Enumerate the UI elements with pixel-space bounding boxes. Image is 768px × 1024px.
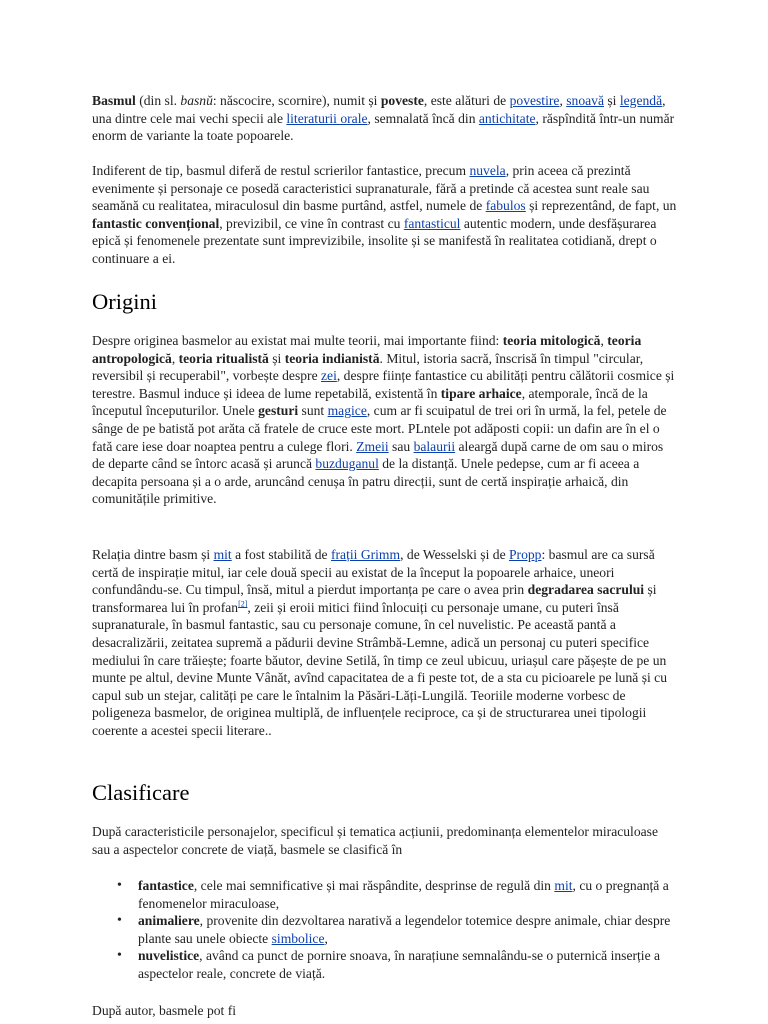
text: , prin aceea că prezintă evenimente și personaje ce posedă caracteristici supranaturale, fără a pretinde că acestea sunt reale sau seamănă cu realitatea, miraculosul din basme purtând, astfel, numele de [92, 163, 650, 214]
text: , provenite din dezvoltarea narativă a legendelor totemice despre animale, chiar despre plante sau unele obiecte [138, 913, 671, 946]
text: , cu o pregnanță a fenomenelor miraculoase, [138, 878, 669, 911]
text: : născocire, scornire), numit și [212, 93, 381, 108]
text: și [268, 350, 285, 366]
link-literaturii-orale[interactable]: literaturii orale [286, 110, 368, 126]
list-item [138, 912, 678, 947]
text: , răspîndită într-un număr enorm de variante la toate popoarele. [92, 110, 675, 144]
link-magice[interactable]: magice [327, 403, 367, 419]
term-gesturi: gesturi [258, 403, 299, 419]
clasificare-paragraph-2: După autor, basmele pot fi [92, 1003, 237, 1018]
footnote-link[interactable]: [2] [238, 599, 248, 609]
heading-clasificare: Clasificare [92, 780, 190, 805]
term-animaliere: animaliere [138, 913, 200, 929]
text: sau [388, 438, 414, 454]
text: : basmul are ca sursă certă de inspirație mitul, iar cele două specii au existat de la început la popoarele arhaice, uneori confundându-se. Cu timpul, însă, mitul a pierdut importanța pe care o avea prin [92, 547, 655, 598]
term-nuvelistice: nuvelistice [138, 948, 200, 964]
text: sunt [298, 403, 328, 419]
intro-paragraph-2 [92, 162, 678, 268]
link-fratii-grimm[interactable]: frații Grimm [331, 547, 401, 562]
text: , de Wesselski și de [400, 547, 509, 562]
text: , una dintre cele mai vechi specii ale [92, 93, 666, 126]
term-tipare-arhaice: tipare arhaice [440, 385, 522, 401]
clasificare-paragraph-1: După caracteristicile personajelor, specificul și tematica acțiunii, predominanța elementelor miraculoase sau a aspectelor concrete de viață, basmele se clasifică în [92, 824, 658, 857]
term-teoria-mitologica: teoria mitologică [502, 333, 601, 348]
term-degradarea-sacrului: degradarea sacrului [527, 582, 645, 598]
link-buzduganul[interactable]: buzduganul [315, 456, 379, 472]
link-balaurii[interactable]: balaurii [413, 438, 456, 454]
term-teoria-ritualista: teoria ritualistă [178, 350, 269, 366]
origini-paragraph-2 [92, 546, 678, 740]
text: , [600, 333, 608, 348]
text: și reprezentând, de fapt, un [525, 198, 677, 214]
text: , [324, 930, 328, 946]
text: , previzibil, ce vine în contrast cu [219, 215, 404, 231]
link-nuvela[interactable]: nuvela [469, 163, 506, 178]
list-item [138, 877, 678, 912]
list-item [138, 947, 678, 982]
text: , cum ar fi scuipatul de trei ori în urmă, la fel, petele de sânge de pe batistă pot arăta că fratele de cruce este mort. PLntele pot adăposti copii: un dafin are în el o fată care iese doar noaptea pentru a culege flori. [92, 403, 667, 454]
origini-paragraph-1 [92, 332, 678, 508]
text: , despre ființe fantastice cu abilități pentru călătorii cosmice și terestre. Basmul induce și ideea de lume repetabilă, existentă în [92, 368, 675, 401]
text: Relația dintre basm și [92, 547, 214, 562]
text: autentic modern, unde desfășurarea epică și fenomenele prezentate sunt imprevizibile, insolite și se manifestă în realitatea cotidiană, drept o continuare a ei. [92, 215, 657, 266]
text: , [171, 350, 179, 366]
text: și [603, 93, 620, 108]
term-basmul: Basmul [92, 93, 136, 108]
term-teoria-antropologica: teoria antropologică [92, 333, 642, 366]
text: a fost stabilită de [231, 547, 331, 562]
clasificare-list [92, 877, 678, 983]
text: . Mitul, istoria sacră, înscrisă în timpul "circular, reversibil și recuperabil", vorbește despre [92, 350, 644, 384]
link-povestire[interactable]: povestire [509, 93, 560, 108]
link-zei[interactable]: zei [321, 368, 337, 384]
link-snoava[interactable]: snoavă [566, 93, 604, 108]
link-zmeii[interactable]: Zmeii [356, 438, 389, 454]
link-simbolice[interactable]: simbolice [271, 930, 325, 946]
intro-paragraph-1 [92, 92, 678, 145]
text: , având ca punct de pornire snoava, în narațiune semnalându-se o puternică inserție a aspectelor reale, concrete de viață. [138, 948, 661, 981]
term-fantastic-conventional: fantastic convențional [92, 215, 220, 231]
term-fantastice: fantastice [138, 878, 194, 893]
text: , este alături de [423, 93, 510, 108]
term-teoria-indianista: teoria indianistă [284, 350, 380, 366]
text: Indiferent de tip, basmul diferă de restul scrierilor fantastice, precum [92, 163, 470, 178]
link-mit[interactable]: mit [213, 547, 232, 562]
text: , semnalată încă din [367, 110, 479, 126]
text: și transformarea lui în profan [92, 582, 657, 615]
text: , [559, 93, 567, 108]
link-legenda[interactable]: legendă [619, 93, 663, 108]
text: aleargă după carne de om sau o miros de departe când se întorc acasă și aruncă [92, 438, 664, 472]
text: , zeii și eroii mitici fiind înlocuiți cu personaje umane, cu puteri însă supranaturale, în basmul fantastic, sau cu personaje comune, în cel nuvelistic. Pe această pantă a desacralizării, zeitatea supremă a pădurii devine Strâmbă-Lemne, adică un personaj cu puteri specifice mediului în care trăiește; foarte băutor, devine Setilă, în timp ce zeul ubicuu, uriașul care pășește de pe un munte pe altul, devine Munte Vânăt, avînd capacitatea de a fi peste tot, de a sta cu picioarele pe lună și cu capul sub un stejar, calități pe care le întalnim la Păsări-Lăți-Lungilă. Teoriile moderne vorbesc de poligeneza basmelor, de originea multiplă, de influențele reciproce, ca și de structurarea unei tipologii coerente a acestei specii literare.. [92, 599, 667, 738]
link-mit[interactable]: mit [554, 878, 573, 893]
etymology: basnŭ [180, 93, 213, 108]
term-poveste: poveste [380, 93, 424, 108]
text: , cele mai semnificative și mai răspândite, desprinse de regulă din [193, 878, 555, 893]
link-propp[interactable]: Propp [509, 547, 542, 562]
text: de la distanță. Unele pedepse, cum ar fi aceea a decapita persoana și a o arde, aruncând cenușa în patru direcții, sunt de certă inspirație arhaică, din comunitățile primitive. [92, 456, 640, 507]
link-fantasticul[interactable]: fantasticul [403, 215, 461, 231]
text: Despre originea basmelor au existat mai multe teorii, mai importante fiind: [92, 333, 503, 348]
text: , atemporale, încă de la începutul începuturilor. Unele [92, 385, 648, 419]
text: (din sl. [135, 93, 181, 108]
link-fabulos[interactable]: fabulos [485, 198, 526, 214]
heading-origini: Origini [92, 289, 157, 314]
link-antichitate[interactable]: antichitate [478, 110, 536, 126]
